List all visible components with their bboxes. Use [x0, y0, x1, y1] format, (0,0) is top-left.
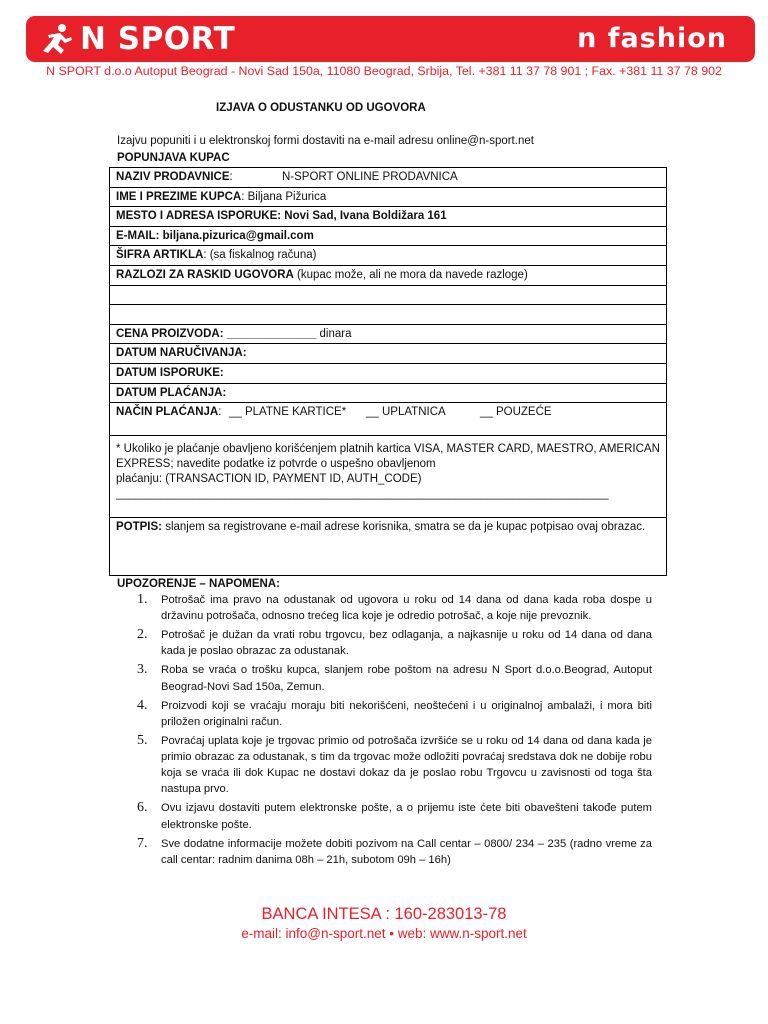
brand-left-text: N SPORT — [80, 21, 236, 57]
buyer-section-label: POPUNJAVA KUPAC — [117, 152, 230, 164]
warning-item — [117, 662, 652, 694]
address-label: MESTO I ADRESA ISPORUKE: Novi Sad, Ivana Boldižara 161 — [116, 210, 447, 223]
footer-bank-account: BANCA INTESA : 160-283013-78 — [261, 905, 507, 923]
delivery-date-row — [110, 364, 666, 384]
runner-icon — [40, 23, 74, 55]
payment-method-row — [110, 403, 666, 436]
warning-item-text: Sve dodatne informacije možete dobiti pozivom na Call centar – 0800/ 234 – 235 (radno vreme za call centar: radnim danima 08h – 21h, subotom 09h – 16h) — [161, 837, 652, 866]
company-address-line: N SPORT d.o.o Autoput Beograd - Novi Sad 150a, 11080 Beograd, Srbija, Tel. +381 11 37 78 901 ; Fax. +381 11 37 78 902 — [46, 64, 722, 78]
warning-item-text: Proizvodi koji se vraćaju moraju biti nekorišćeni, neoštećeni i u originalnoj ambalaži, i mora biti priložen originalni račun. — [161, 699, 652, 728]
article-label: ŠIFRA ARTIKLA — [116, 249, 204, 262]
withdrawal-form-table — [109, 167, 667, 576]
payment-date-row — [110, 384, 666, 404]
reasons-blank-row-2 — [110, 305, 666, 325]
price-unit: dinara — [316, 327, 352, 340]
document-title: IZJAVA O ODUSTANKU OD UGOVORA — [216, 102, 426, 114]
store-value: N-SPORT ONLINE PRODAVNICA — [282, 171, 458, 183]
warning-item-text: Potrošač ima pravo na odustanak od ugovora u roku od 14 dana od dana kada roba dospe u državinu potrošača, odnosno trećeg lica koje je odredio potrošač, a koje nije prevoznik. — [161, 594, 652, 623]
store-colon: : — [229, 171, 233, 183]
warning-item-number: 6. — [137, 800, 148, 816]
warning-item-number: 1. — [137, 592, 148, 607]
price-label: CENA PROIZVODA: ______________ — [116, 327, 317, 340]
warning-item-number: 4. — [137, 697, 148, 713]
payment-method-label: NAČIN PLAĆANJA — [116, 406, 219, 419]
order-date-label: DATUM NARUČIVANJA: — [116, 347, 247, 360]
payment-method-colon: : — [218, 406, 222, 419]
email-label: E-MAIL: biljana.pizurica@gmail.com — [116, 229, 314, 242]
name-label: IME I PREZIME KUPCA — [116, 190, 242, 203]
signature-label: POTPIS: — [116, 521, 163, 534]
warning-item-text: Roba se vraća o trošku kupca, slanjem robe poštom na adresu N Sport d.o.o.Beograd, Autoput Beograd-Novi Sad 150a, Zemun. — [161, 664, 652, 693]
warning-item — [117, 592, 652, 624]
payment-option-cards: __ PLATNE KARTICE* — [229, 406, 347, 419]
intro-text: Izajvu popuniti i u elektronskoj formi dostaviti na e-mail adresu online@n-sport.net — [117, 135, 534, 147]
payment-date-label: DATUM PLAĆANJA: — [116, 386, 227, 399]
store-row — [110, 168, 666, 188]
warning-item — [117, 733, 652, 798]
warning-item — [117, 627, 652, 659]
name-value: : Biljana Pižurica — [241, 190, 327, 203]
order-date-row — [110, 344, 666, 364]
n-fashion-logo: n fashion — [577, 23, 727, 54]
reasons-row — [110, 266, 666, 286]
email-row — [110, 227, 666, 247]
warning-item-text: Povraćaj uplata koje je trgovac primio od potrošača izvršiće se u roku od 14 dana od dana kada je primio obrazac za odustanak, s tim da trgovac može odložiti povraćaj sredstava dok ne dobije robu koja se vraća ili dok Kupac ne dostavi dokaz da je poslao robu Trgovcu u zavisnosti od toga šta nastupa prvo. — [161, 734, 652, 796]
payment-option-cod: __ POUZEĆE — [480, 406, 552, 419]
warning-item-number: 5. — [137, 732, 148, 748]
reasons-label: RAZLOZI ZA RASKID UGOVORA — [116, 268, 294, 281]
warning-list — [117, 592, 652, 871]
payment-option-slip: __ UPLATNICA — [366, 406, 446, 419]
warning-title: UPOZORENJE – NAPOMENA: — [117, 578, 280, 590]
footer-contact: e-mail: info@n-sport.net • web: www.n-sport.net — [241, 926, 527, 941]
warning-item-number: 2. — [137, 627, 148, 643]
price-row — [110, 325, 666, 345]
warning-item-text: Potrošač je dužan da vrati robu trgovcu, bez odlaganja, a najkasnije u roku od 14 dana od dana kada je poslao obrazac za odustanak. — [161, 629, 652, 658]
warning-item-number: 7. — [137, 835, 148, 851]
address-row — [110, 207, 666, 227]
warning-item — [117, 698, 652, 730]
delivery-date-label: DATUM ISPORUKE: — [116, 366, 224, 379]
signature-row — [110, 518, 666, 575]
signature-text: slanjem sa registrovane e-mail adrese korisnika, smatra se da je kupac potpisao ovaj obrazac. — [162, 521, 646, 534]
card-note-text: * Ukoliko je plaćanje obavljeno korišćenjem platnih kartica VISA, MASTER CARD, MAESTRO, AMERICAN EXPRESS; navedite podatke iz potvrde o uspešno obavljenom — [116, 443, 660, 471]
warning-item — [117, 800, 652, 832]
card-note-row — [110, 436, 666, 518]
reasons-blank-row-1 — [110, 286, 666, 306]
store-label: NAZIV PRODAVNICE — [116, 171, 230, 183]
warning-item-text: Ovu izjavu dostaviti putem elektronske pošte, a o prijemu iste ćete biti obavešteni takođe putem elektronske pošte. — [161, 802, 652, 831]
warning-item — [117, 836, 652, 868]
card-note-text-2: plaćanju: (TRANSACTION ID, PAYMENT ID, AUTH_CODE) — [116, 473, 422, 486]
article-row — [110, 246, 666, 266]
name-row — [110, 188, 666, 208]
header-banner — [26, 16, 755, 62]
n-sport-logo — [40, 22, 235, 56]
article-hint: : (sa fiskalnog računa) — [203, 249, 317, 262]
card-note-underline: _____________________________________________________________________________ — [116, 488, 609, 501]
reasons-hint: (kupac može, ali ne mora da navede razloge) — [293, 268, 528, 281]
warning-item-number: 3. — [137, 662, 148, 678]
